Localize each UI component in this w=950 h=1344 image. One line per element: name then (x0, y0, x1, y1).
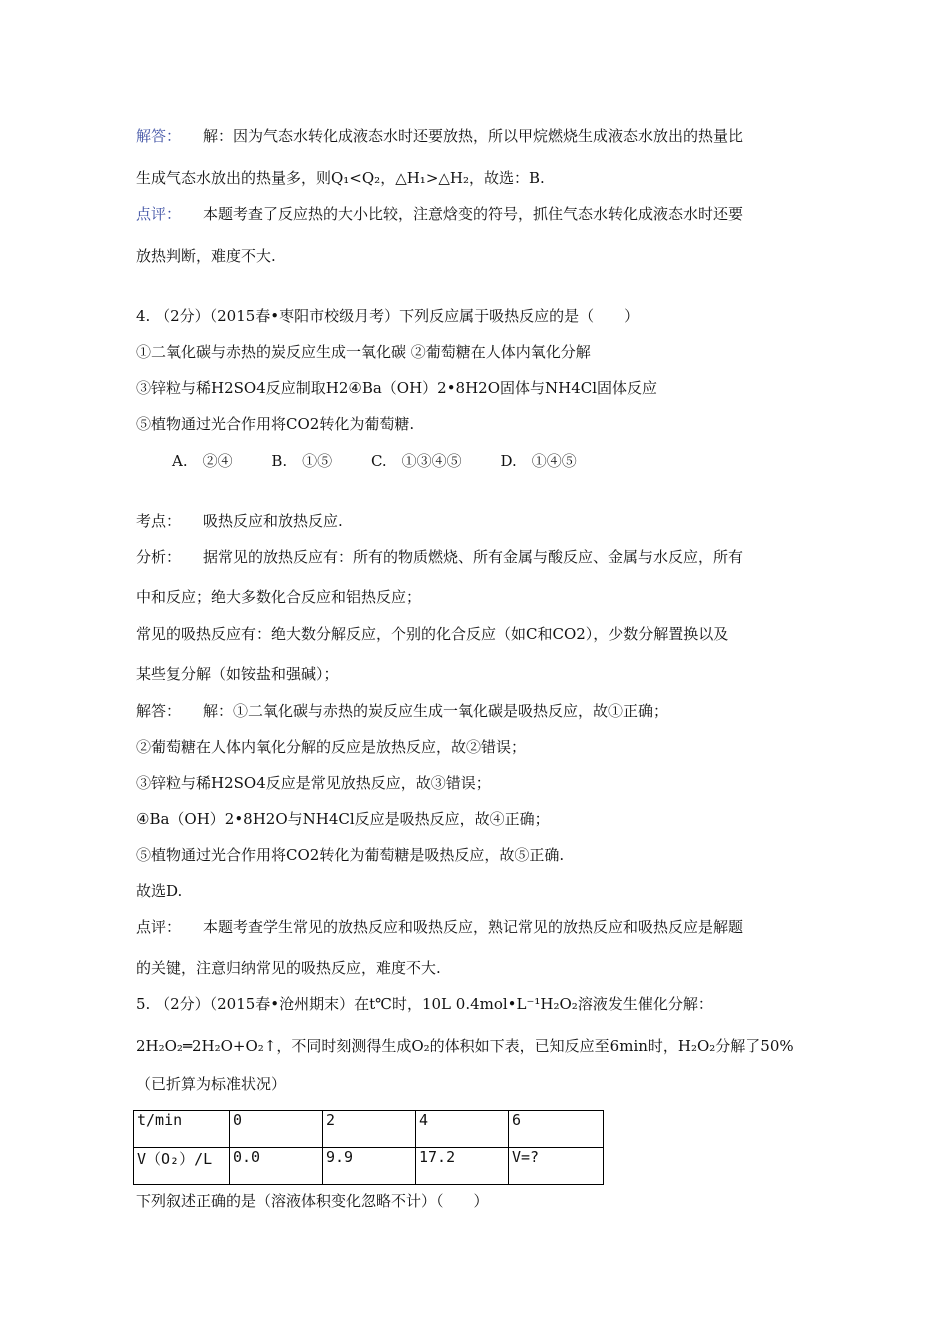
option-a: A. ②④ (172, 452, 233, 470)
q4-answer-line3: ③锌粒与稀H2SO4反应是常见放热反应，故③错误； (136, 774, 491, 792)
table-cell: 0 (230, 1111, 323, 1148)
q5-stem-line1: 5. （2分）（2015春•沧州期末）在t℃时，10L 0.4mol•L⁻¹H₂O₂溶液发生催化分解： (136, 995, 713, 1013)
analysis-text: 据常见的放热反应有：所有的物质燃烧、所有金属与酸反应、金属与水反应，所有 (203, 548, 744, 566)
option-c: C. ①③④⑤ (370, 452, 462, 470)
q4-comment-line2: 的关键，注意归纳常见的吸热反应，难度不大. (136, 959, 441, 977)
q4-analysis-line4: 某些复分解（如铵盐和强碱）； (136, 665, 339, 683)
comment-tag: 点评： (136, 918, 182, 936)
option-b: B. ①⑤ (271, 452, 333, 470)
q4-kaodian (136, 511, 343, 531)
table-cell: V=? (509, 1148, 604, 1185)
table-cell: 4 (416, 1111, 509, 1148)
option-d: D. ①④⑤ (500, 452, 577, 470)
q4-analysis-line2: 中和反应；绝大多数化合反应和铝热反应； (136, 588, 422, 606)
comment-text: 本题考查学生常见的放热反应和吸热反应，熟记常见的放热反应和吸热反应是解题 (203, 918, 744, 936)
q4-options (172, 451, 611, 471)
q4-item1: ①二氧化碳与赤热的炭反应生成一氧化碳 ②葡萄糖在人体内氧化分解 (136, 343, 591, 361)
kaodian-tag: 考点： (136, 512, 182, 530)
answer-tag: 解答： (136, 127, 182, 145)
q4-answer-line1 (136, 701, 668, 721)
q4-answer-line5: ⑤植物通过光合作用将CO2转化为葡萄糖是吸热反应，故⑤正确. (136, 846, 565, 864)
q3-comment-line2: 放热判断，难度不大. (136, 247, 276, 265)
analysis-tag: 分析： (136, 548, 182, 566)
answer-text: 解：①二氧化碳与赤热的炭反应生成一氧化碳是吸热反应，故①正确； (203, 702, 669, 720)
answer-text: 解：因为气态水转化成液态水时还要放热，所以甲烷燃烧生成液态水放出的热量比 (203, 127, 744, 145)
table-cell: 17.2 (416, 1148, 509, 1185)
table-cell: t/min (134, 1111, 230, 1148)
q4-item2: ③锌粒与稀H2SO4反应制取H2④Ba（OH）2•8H2O固体与NH4Cl固体反应 (136, 379, 658, 397)
table-row (134, 1111, 604, 1148)
table-cell: 0.0 (230, 1148, 323, 1185)
q3-answer-line2: 生成气态水放出的热量多，则Q₁<Q₂，△H₁>△H₂，故选：B. (136, 169, 545, 187)
q4-stem: 4. （2分）（2015春•枣阳市校级月考）下列反应属于吸热反应的是（ ） (136, 307, 640, 325)
table-cell: 2 (323, 1111, 416, 1148)
table-cell: V（O₂）/L (134, 1148, 230, 1185)
table-cell: 6 (509, 1111, 604, 1148)
q4-analysis-line1 (136, 547, 743, 567)
q5-question: 下列叙述正确的是（溶液体积变化忽略不计）（ ） (136, 1192, 489, 1210)
q3-comment-line1 (136, 204, 743, 224)
comment-tag: 点评： (136, 205, 182, 223)
q4-answer-line6: 故选D. (136, 882, 183, 900)
table-cell: 9.9 (323, 1148, 416, 1185)
comment-text: 本题考查了反应热的大小比较，注意焓变的符号，抓住气态水转化成液态水时还要 (203, 205, 744, 223)
q4-analysis-line3: 常见的吸热反应有：绝大数分解反应，个别的化合反应（如C和CO2），少数分解置换以及 (136, 625, 729, 643)
answer-tag: 解答： (136, 702, 182, 720)
q4-item3: ⑤植物通过光合作用将CO2转化为葡萄糖. (136, 415, 415, 433)
table-row (134, 1148, 604, 1185)
q3-answer-line1 (136, 126, 743, 146)
q5-stem-line3: （已折算为标准状况） (136, 1075, 287, 1093)
kaodian-text: 吸热反应和放热反应. (203, 512, 343, 530)
q4-answer-line2: ②葡萄糖在人体内氧化分解的反应是放热反应，故②错误； (136, 738, 527, 756)
q4-comment-line1 (136, 917, 743, 937)
q5-stem-line2: 2H₂O₂═2H₂O+O₂↑，不同时刻测得生成O₂的体积如下表，已知反应至6min时，H₂O₂分解了50% (136, 1037, 794, 1055)
volume-table (133, 1110, 604, 1185)
q4-answer-line4: ④Ba（OH）2•8H2O与NH4Cl反应是吸热反应，故④正确； (136, 810, 550, 828)
